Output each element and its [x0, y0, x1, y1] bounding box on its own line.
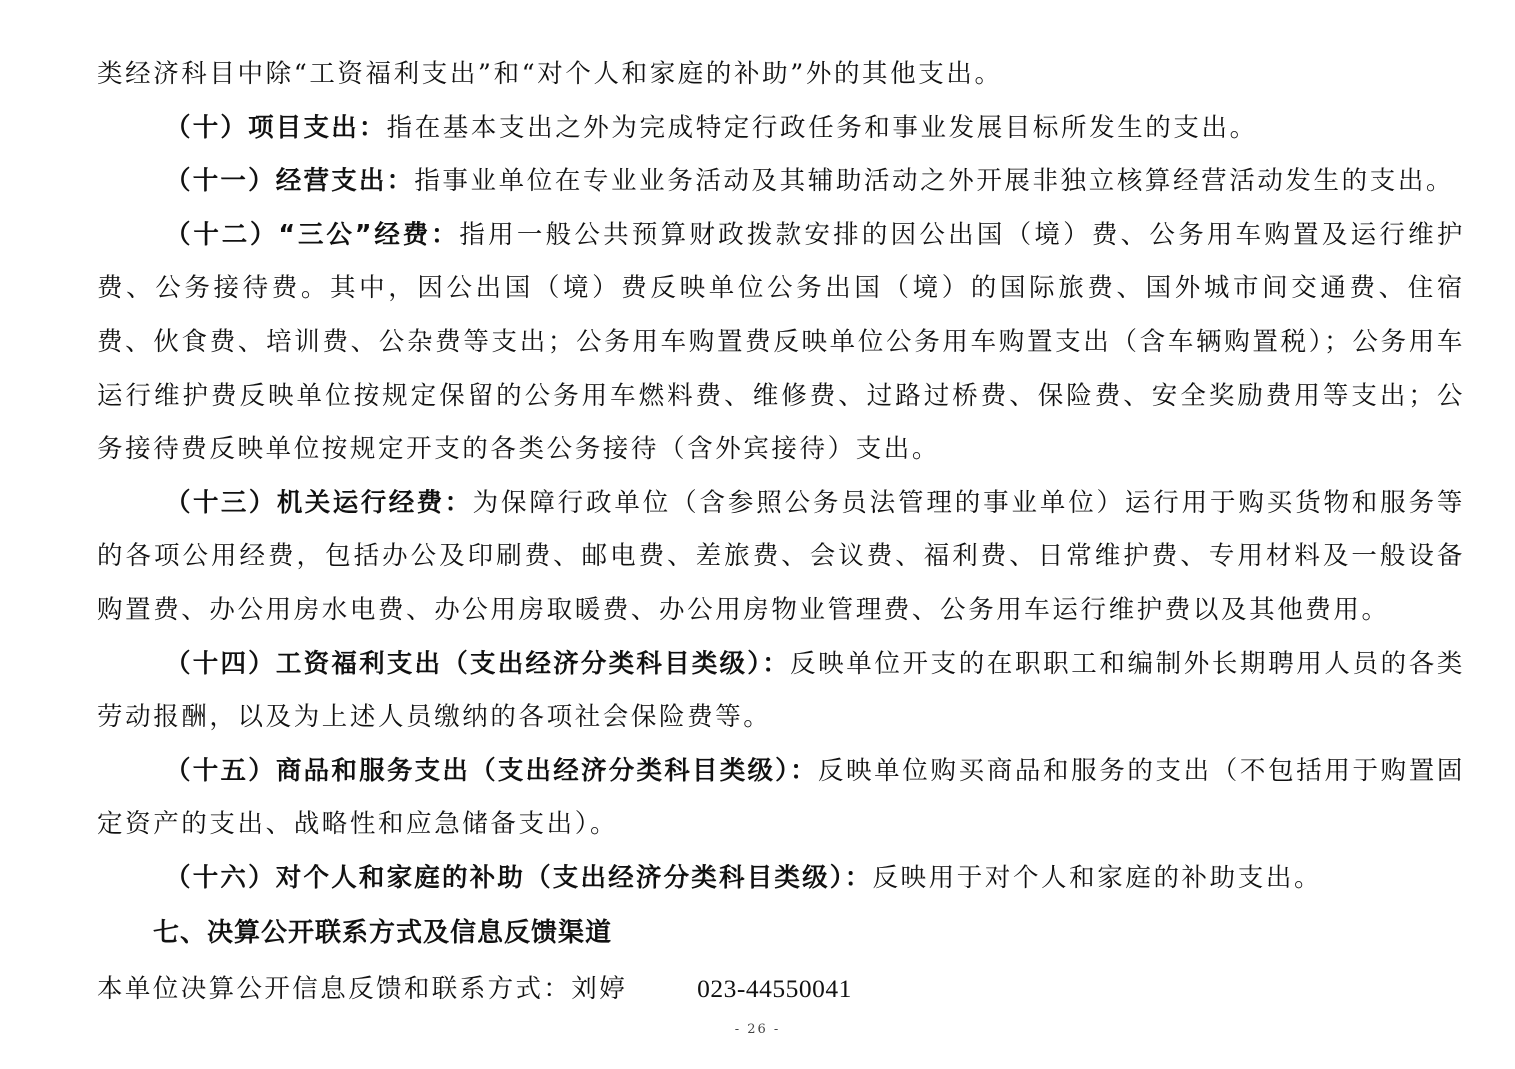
paragraph-text: 类经济科目中除“工资福利支出”和“对个人和家庭的补助”外的其他支出。: [97, 59, 1003, 89]
paragraph-term: （十三）机关运行经费：: [165, 487, 473, 518]
contact-label: 本单位决算公开信息反馈和联系方式：刘婷: [97, 973, 628, 1004]
document-page: [97, 48, 1465, 1017]
section-heading: 七、决算公开联系方式及信息反馈渠道: [153, 917, 613, 948]
paragraph-wages-welfare: [97, 638, 1465, 745]
paragraph-goods-services: [97, 745, 1465, 852]
paragraph-term: （十）项目支出：: [165, 112, 387, 143]
paragraph-agency-operating-funds: [97, 477, 1465, 638]
paragraph-continuation: [97, 48, 1465, 102]
paragraph-text: 指在基本支出之外为完成特定行政任务和事业发展目标所发生的支出。: [386, 112, 1258, 143]
paragraph-term: （十一）经营支出：: [165, 166, 415, 197]
paragraph-term: （十二）“三公”经费：: [165, 219, 460, 250]
paragraph-text: 反映用于对个人和家庭的补助支出。: [872, 862, 1323, 893]
contact-line: [97, 961, 1465, 1017]
paragraph-text: 反映单位购买商品和服务的支出（不包括用于购置固定资产的支出、战略性和应急储备支出）。: [97, 755, 1465, 840]
paragraph-text: 反映单位开支的在职职工和编制外长期聘用人员的各类劳动报酬，以及为上述人员缴纳的各项社会保险费等。: [97, 648, 1465, 733]
paragraph-text: 为保障行政单位（含参照公务员法管理的事业单位）运行用于购买货物和服务等的各项公用经费，包括办公及印刷费、邮电费、差旅费、会议费、福利费、日常维护费、专用材料及一般设备购置费、办公用房水电费、办公用房取暖费、办公用房物业管理费、公务用车运行维护费以及其他费用。: [97, 487, 1465, 625]
paragraph-text: 指事业单位在专业业务活动及其辅助活动之外开展非独立核算经营活动发生的支出。: [414, 166, 1455, 197]
paragraph-term: （十四）工资福利支出（支出经济分类科目类级）：: [165, 648, 790, 679]
paragraph-subsidies-individuals: [97, 852, 1465, 906]
page-number: - 26 -: [734, 1022, 781, 1037]
paragraph-term: （十六）对个人和家庭的补助（支出经济分类科目类级）：: [165, 862, 873, 893]
paragraph-text: 指用一般公共预算财政拨款安排的因公出国（境）费、公务用车购置及运行维护费、公务接待费。其中，因公出国（境）费反映单位公务出国（境）的国际旅费、国外城市间交通费、住宿费、伙食费、培训费、公杂费等支出；公务用车购置费反映单位公务用车购置支出（含车辆购置税）；公务用车运行维护费反映单位按规定保留的公务用车燃料费、维修费、过路过桥费、保险费、安全奖励费用等支出；公务接待费反映单位按规定开支的各类公务接待（含外宾接待）支出。: [97, 219, 1465, 465]
paragraph-operating-expenditure: [97, 155, 1465, 209]
contact-phone: 023-44550041: [697, 973, 852, 1003]
paragraph-project-expenditure: [97, 102, 1465, 156]
paragraph-term: （十五）商品和服务支出（支出经济分类科目类级）：: [165, 755, 818, 786]
paragraph-three-public-expenses: [97, 209, 1465, 477]
